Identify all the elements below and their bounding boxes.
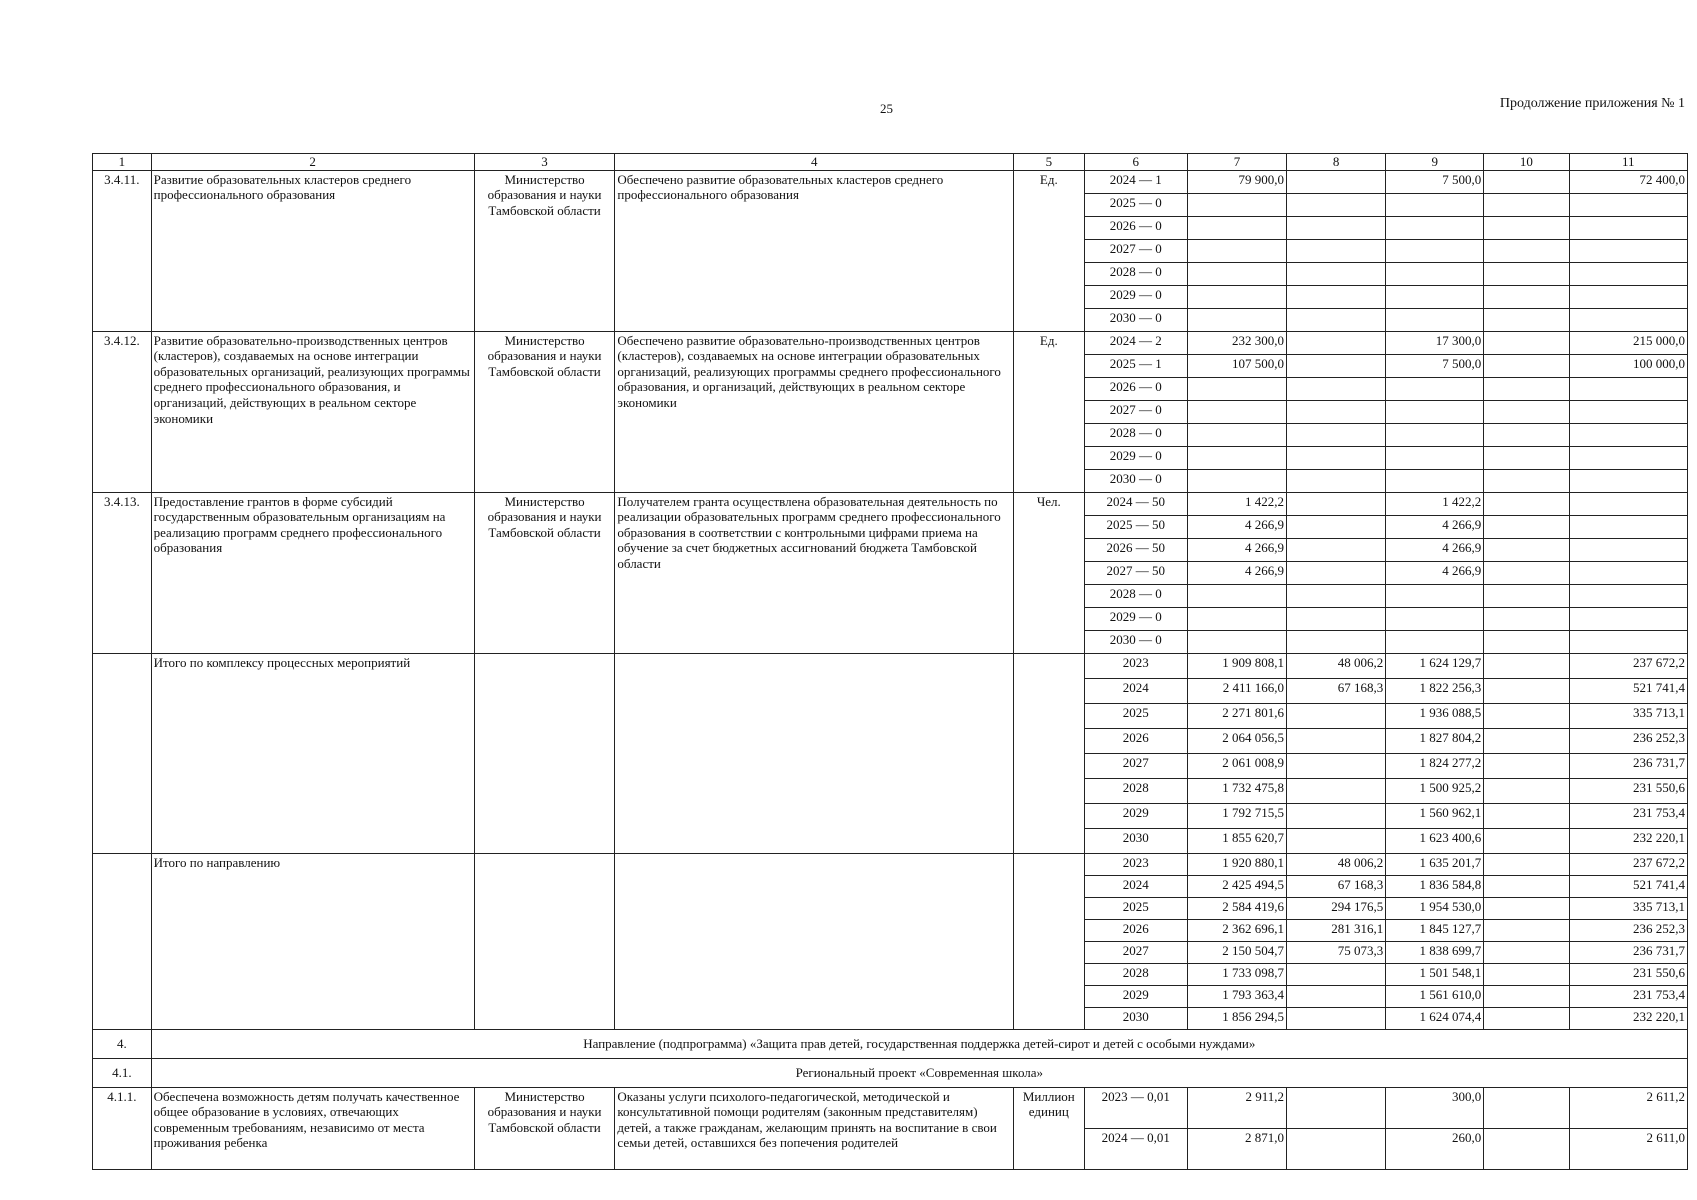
year-value: 2028 — 0 (1084, 423, 1187, 446)
municipal-value (1484, 630, 1569, 653)
extrabudget-value (1569, 607, 1687, 630)
federal-value (1287, 703, 1386, 728)
regional-value: 4 266,9 (1386, 561, 1484, 584)
municipal-value (1484, 561, 1569, 584)
federal-value (1287, 216, 1386, 239)
extrabudget-value (1569, 377, 1687, 400)
program-table (92, 153, 1688, 1170)
total-value: 107 500,0 (1187, 354, 1286, 377)
row-name: Обеспечена возможность детям получать качественное общее образование в условиях, отвечающих современным требованиям, независимо от места проживания ребенка (151, 1087, 474, 1169)
regional-value: 4 266,9 (1386, 515, 1484, 538)
extrabudget-value (1569, 400, 1687, 423)
row-number: 4.1.1. (93, 1087, 152, 1169)
section-row (93, 1029, 1688, 1058)
municipal-value (1484, 678, 1569, 703)
federal-value (1287, 285, 1386, 308)
year-value: 2026 (1084, 728, 1187, 753)
municipal-value (1484, 262, 1569, 285)
year-value: 2030 (1084, 1007, 1187, 1029)
federal-value (1287, 828, 1386, 853)
regional-value (1386, 446, 1484, 469)
extrabudget-value: 237 672,2 (1569, 653, 1687, 678)
extrabudget-value: 232 220,1 (1569, 828, 1687, 853)
extrabudget-value (1569, 262, 1687, 285)
year-value: 2028 — 0 (1084, 584, 1187, 607)
table-row (93, 853, 1688, 875)
municipal-value (1484, 1007, 1569, 1029)
municipal-value (1484, 170, 1569, 193)
section-title: Региональный проект «Современная школа» (151, 1058, 1687, 1087)
regional-value: 1 845 127,7 (1386, 919, 1484, 941)
row-unit: Чел. (1014, 492, 1084, 653)
regional-value (1386, 423, 1484, 446)
year-value: 2029 — 0 (1084, 607, 1187, 630)
federal-value (1287, 538, 1386, 561)
total-value (1187, 584, 1286, 607)
row-number: 3.4.13. (93, 492, 152, 653)
extrabudget-value: 232 220,1 (1569, 1007, 1687, 1029)
regional-value: 4 266,9 (1386, 538, 1484, 561)
row-number: 3.4.12. (93, 331, 152, 492)
municipal-value (1484, 778, 1569, 803)
extrabudget-value: 521 741,4 (1569, 875, 1687, 897)
municipal-value (1484, 331, 1569, 354)
total-value (1187, 630, 1286, 653)
regional-value: 1 624 129,7 (1386, 653, 1484, 678)
regional-value: 7 500,0 (1386, 354, 1484, 377)
table-row (93, 492, 1688, 515)
row-ministry (474, 653, 615, 853)
table-row (93, 170, 1688, 193)
federal-value (1287, 963, 1386, 985)
federal-value (1287, 469, 1386, 492)
regional-value: 300,0 (1386, 1087, 1484, 1128)
row-name: Развитие образовательных кластеров среднего профессионального образования (151, 170, 474, 331)
extrabudget-value: 231 753,4 (1569, 985, 1687, 1007)
row-number (93, 653, 152, 853)
municipal-value (1484, 753, 1569, 778)
extrabudget-value: 335 713,1 (1569, 703, 1687, 728)
federal-value: 294 176,5 (1287, 897, 1386, 919)
total-value: 2 871,0 (1187, 1128, 1286, 1169)
row-ministry (474, 853, 615, 1029)
extrabudget-value: 237 672,2 (1569, 853, 1687, 875)
extrabudget-value: 236 731,7 (1569, 941, 1687, 963)
extrabudget-value (1569, 561, 1687, 584)
total-value: 4 266,9 (1187, 515, 1286, 538)
regional-value: 1 836 584,8 (1386, 875, 1484, 897)
year-value: 2029 — 0 (1084, 285, 1187, 308)
extrabudget-value (1569, 630, 1687, 653)
total-value (1187, 400, 1286, 423)
regional-value (1386, 216, 1484, 239)
year-value: 2024 — 50 (1084, 492, 1187, 515)
row-result: Получателем гранта осуществлена образовательная деятельность по реализации образовательных программ среднего профессионального образования в соответствии с контрольными цифрами приема на обучение за счет бюджетных ассигнований бюджета Тамбовской области (615, 492, 1014, 653)
year-value: 2026 — 0 (1084, 216, 1187, 239)
municipal-value (1484, 193, 1569, 216)
federal-value (1287, 400, 1386, 423)
municipal-value (1484, 963, 1569, 985)
total-value: 1 733 098,7 (1187, 963, 1286, 985)
col-header: 6 (1084, 154, 1187, 171)
municipal-value (1484, 308, 1569, 331)
regional-value: 1 838 699,7 (1386, 941, 1484, 963)
municipal-value (1484, 538, 1569, 561)
regional-value (1386, 584, 1484, 607)
federal-value (1287, 492, 1386, 515)
section-number: 4. (93, 1029, 152, 1058)
extrabudget-value: 231 550,6 (1569, 963, 1687, 985)
extrabudget-value (1569, 492, 1687, 515)
total-value: 2 911,2 (1187, 1087, 1286, 1128)
extrabudget-value: 521 741,4 (1569, 678, 1687, 703)
year-value: 2025 — 0 (1084, 193, 1187, 216)
total-value: 2 425 494,5 (1187, 875, 1286, 897)
year-value: 2023 — 0,01 (1084, 1087, 1187, 1128)
year-value: 2028 (1084, 778, 1187, 803)
year-value: 2029 — 0 (1084, 446, 1187, 469)
total-value: 1 732 475,8 (1187, 778, 1286, 803)
year-value: 2025 — 50 (1084, 515, 1187, 538)
col-header: 9 (1386, 154, 1484, 171)
row-unit (1014, 853, 1084, 1029)
total-value: 2 271 801,6 (1187, 703, 1286, 728)
table-row (93, 653, 1688, 678)
row-result (615, 653, 1014, 853)
extrabudget-value: 72 400,0 (1569, 170, 1687, 193)
row-number: 3.4.11. (93, 170, 152, 331)
federal-value (1287, 170, 1386, 193)
row-result: Обеспечено развитие образовательно-производственных центров (кластеров), создаваемых на основе интеграции образовательных организаций, реализующих программы среднего профессионального образования, и организаций, действующих в реальном секторе экономики (615, 331, 1014, 492)
extrabudget-value: 236 731,7 (1569, 753, 1687, 778)
municipal-value (1484, 239, 1569, 262)
federal-value (1287, 1128, 1386, 1169)
extrabudget-value (1569, 515, 1687, 538)
municipal-value (1484, 941, 1569, 963)
extrabudget-value (1569, 423, 1687, 446)
regional-value (1386, 193, 1484, 216)
year-value: 2027 (1084, 753, 1187, 778)
total-value (1187, 377, 1286, 400)
extrabudget-value (1569, 193, 1687, 216)
regional-value: 17 300,0 (1386, 331, 1484, 354)
total-value: 1 909 808,1 (1187, 653, 1286, 678)
row-unit (1014, 653, 1084, 853)
regional-value: 1 500 925,2 (1386, 778, 1484, 803)
regional-value: 1 422,2 (1386, 492, 1484, 515)
total-value (1187, 423, 1286, 446)
extrabudget-value: 236 252,3 (1569, 919, 1687, 941)
total-value: 1 793 363,4 (1187, 985, 1286, 1007)
total-value: 1 422,2 (1187, 492, 1286, 515)
row-name: Итого по направлению (151, 853, 474, 1029)
year-value: 2027 — 0 (1084, 400, 1187, 423)
row-ministry: Министерство образования и науки Тамбовской области (474, 492, 615, 653)
total-value: 232 300,0 (1187, 331, 1286, 354)
municipal-value (1484, 354, 1569, 377)
regional-value (1386, 262, 1484, 285)
year-value: 2026 — 0 (1084, 377, 1187, 400)
extrabudget-value: 215 000,0 (1569, 331, 1687, 354)
year-value: 2026 (1084, 919, 1187, 941)
row-result: Обеспечено развитие образовательных кластеров среднего профессионального образования (615, 170, 1014, 331)
year-value: 2025 (1084, 703, 1187, 728)
federal-value (1287, 446, 1386, 469)
municipal-value (1484, 728, 1569, 753)
extrabudget-value: 335 713,1 (1569, 897, 1687, 919)
year-value: 2030 — 0 (1084, 630, 1187, 653)
municipal-value (1484, 919, 1569, 941)
extrabudget-value (1569, 446, 1687, 469)
total-value: 1 792 715,5 (1187, 803, 1286, 828)
regional-value: 1 501 548,1 (1386, 963, 1484, 985)
extrabudget-value (1569, 584, 1687, 607)
municipal-value (1484, 853, 1569, 875)
col-header: 10 (1484, 154, 1569, 171)
federal-value (1287, 239, 1386, 262)
regional-value (1386, 285, 1484, 308)
municipal-value (1484, 1128, 1569, 1169)
section-row (93, 1058, 1688, 1087)
municipal-value (1484, 492, 1569, 515)
regional-value: 1 635 201,7 (1386, 853, 1484, 875)
row-result: Оказаны услуги психолого-педагогической, методической и консультативной помощи родителям (законным представителям) детей, а также гражданам, желающим принять на воспитание в свои семьи детей, оставшихся без попечения родителей (615, 1087, 1014, 1169)
row-result (615, 853, 1014, 1029)
federal-value (1287, 753, 1386, 778)
col-header: 8 (1287, 154, 1386, 171)
total-value (1187, 239, 1286, 262)
total-value: 2 061 008,9 (1187, 753, 1286, 778)
total-value: 2 150 504,7 (1187, 941, 1286, 963)
extrabudget-value (1569, 285, 1687, 308)
regional-value: 1 954 530,0 (1386, 897, 1484, 919)
year-value: 2030 — 0 (1084, 469, 1187, 492)
col-header: 2 (151, 154, 474, 171)
federal-value (1287, 515, 1386, 538)
total-value: 4 266,9 (1187, 538, 1286, 561)
total-value: 4 266,9 (1187, 561, 1286, 584)
total-value: 2 411 166,0 (1187, 678, 1286, 703)
year-value: 2024 — 1 (1084, 170, 1187, 193)
extrabudget-value (1569, 239, 1687, 262)
total-value: 2 362 696,1 (1187, 919, 1286, 941)
municipal-value (1484, 703, 1569, 728)
total-value (1187, 262, 1286, 285)
section-number: 4.1. (93, 1058, 152, 1087)
municipal-value (1484, 897, 1569, 919)
page-number: 25 (880, 101, 893, 116)
row-name: Предоставление грантов в форме субсидий государственным образовательным организациям на реализацию программ среднего профессионального образования (151, 492, 474, 653)
extrabudget-value: 2 611,0 (1569, 1128, 1687, 1169)
year-value: 2023 (1084, 653, 1187, 678)
row-number (93, 853, 152, 1029)
municipal-value (1484, 607, 1569, 630)
municipal-value (1484, 653, 1569, 678)
municipal-value (1484, 584, 1569, 607)
year-value: 2026 — 50 (1084, 538, 1187, 561)
federal-value (1287, 778, 1386, 803)
federal-value (1287, 607, 1386, 630)
year-value: 2025 — 1 (1084, 354, 1187, 377)
year-value: 2027 — 50 (1084, 561, 1187, 584)
extrabudget-value (1569, 538, 1687, 561)
federal-value (1287, 423, 1386, 446)
col-header: 5 (1014, 154, 1084, 171)
municipal-value (1484, 216, 1569, 239)
year-value: 2024 (1084, 678, 1187, 703)
year-value: 2025 (1084, 897, 1187, 919)
municipal-value (1484, 469, 1569, 492)
extrabudget-value (1569, 216, 1687, 239)
total-value: 1 856 294,5 (1187, 1007, 1286, 1029)
row-ministry: Министерство образования и науки Тамбовской области (474, 331, 615, 492)
section-title: Направление (подпрограмма) «Защита прав детей, государственная поддержка детей-сирот и детей с особыми нуждами» (151, 1029, 1687, 1058)
regional-value (1386, 400, 1484, 423)
total-value (1187, 607, 1286, 630)
regional-value: 1 936 088,5 (1386, 703, 1484, 728)
row-unit: Ед. (1014, 331, 1084, 492)
extrabudget-value: 231 753,4 (1569, 803, 1687, 828)
municipal-value (1484, 985, 1569, 1007)
total-value (1187, 285, 1286, 308)
federal-value: 281 316,1 (1287, 919, 1386, 941)
federal-value (1287, 561, 1386, 584)
col-header: 7 (1187, 154, 1286, 171)
year-value: 2023 (1084, 853, 1187, 875)
total-value: 2 064 056,5 (1187, 728, 1286, 753)
federal-value: 67 168,3 (1287, 875, 1386, 897)
row-name: Итого по комплексу процессных мероприятий (151, 653, 474, 853)
municipal-value (1484, 828, 1569, 853)
header-row (93, 154, 1688, 171)
municipal-value (1484, 423, 1569, 446)
regional-value: 1 824 277,2 (1386, 753, 1484, 778)
regional-value: 260,0 (1386, 1128, 1484, 1169)
regional-value (1386, 239, 1484, 262)
row-ministry: Министерство образования и науки Тамбовской области (474, 170, 615, 331)
year-value: 2027 — 0 (1084, 239, 1187, 262)
municipal-value (1484, 400, 1569, 423)
regional-value: 1 822 256,3 (1386, 678, 1484, 703)
total-value: 79 900,0 (1187, 170, 1286, 193)
row-name: Развитие образовательно-производственных центров (кластеров), создаваемых на основе интеграции образовательных организаций, реализующих программы среднего профессионального образования, и организаций, действующих в реальном секторе экономики (151, 331, 474, 492)
federal-value (1287, 985, 1386, 1007)
year-value: 2028 — 0 (1084, 262, 1187, 285)
regional-value (1386, 308, 1484, 331)
extrabudget-value: 2 611,2 (1569, 1087, 1687, 1128)
federal-value: 48 006,2 (1287, 653, 1386, 678)
federal-value (1287, 1007, 1386, 1029)
year-value: 2030 (1084, 828, 1187, 853)
col-header: 3 (474, 154, 615, 171)
total-value (1187, 193, 1286, 216)
regional-value (1386, 630, 1484, 653)
total-value: 1 920 880,1 (1187, 853, 1286, 875)
regional-value: 1 624 074,4 (1386, 1007, 1484, 1029)
year-value: 2029 (1084, 803, 1187, 828)
federal-value: 48 006,2 (1287, 853, 1386, 875)
federal-value: 75 073,3 (1287, 941, 1386, 963)
federal-value (1287, 377, 1386, 400)
total-value: 1 855 620,7 (1187, 828, 1286, 853)
total-value (1187, 308, 1286, 331)
year-value: 2027 (1084, 941, 1187, 963)
table-row (93, 1087, 1688, 1128)
federal-value (1287, 354, 1386, 377)
federal-value (1287, 193, 1386, 216)
col-header: 1 (93, 154, 152, 171)
extrabudget-value (1569, 469, 1687, 492)
federal-value (1287, 803, 1386, 828)
regional-value (1386, 469, 1484, 492)
total-value (1187, 446, 1286, 469)
federal-value: 67 168,3 (1287, 678, 1386, 703)
row-ministry: Министерство образования и науки Тамбовской области (474, 1087, 615, 1169)
federal-value (1287, 728, 1386, 753)
regional-value: 1 560 962,1 (1386, 803, 1484, 828)
year-value: 2024 — 0,01 (1084, 1128, 1187, 1169)
extrabudget-value: 100 000,0 (1569, 354, 1687, 377)
municipal-value (1484, 515, 1569, 538)
regional-value (1386, 377, 1484, 400)
municipal-value (1484, 803, 1569, 828)
appendix-label: Продолжение приложения № 1 (1499, 96, 1685, 111)
federal-value (1287, 262, 1386, 285)
municipal-value (1484, 875, 1569, 897)
extrabudget-value: 231 550,6 (1569, 778, 1687, 803)
regional-value: 1 623 400,6 (1386, 828, 1484, 853)
total-value (1187, 469, 1286, 492)
municipal-value (1484, 1087, 1569, 1128)
row-unit: Миллион единиц (1014, 1087, 1084, 1169)
federal-value (1287, 630, 1386, 653)
year-value: 2024 (1084, 875, 1187, 897)
federal-value (1287, 584, 1386, 607)
col-header: 4 (615, 154, 1014, 171)
federal-value (1287, 1087, 1386, 1128)
regional-value (1386, 607, 1484, 630)
year-value: 2029 (1084, 985, 1187, 1007)
municipal-value (1484, 377, 1569, 400)
year-value: 2030 — 0 (1084, 308, 1187, 331)
municipal-value (1484, 446, 1569, 469)
extrabudget-value (1569, 308, 1687, 331)
federal-value (1287, 308, 1386, 331)
total-value: 2 584 419,6 (1187, 897, 1286, 919)
col-header: 11 (1569, 154, 1687, 171)
total-value (1187, 216, 1286, 239)
row-unit: Ед. (1014, 170, 1084, 331)
regional-value: 1 561 610,0 (1386, 985, 1484, 1007)
table-row (93, 331, 1688, 354)
extrabudget-value: 236 252,3 (1569, 728, 1687, 753)
regional-value: 7 500,0 (1386, 170, 1484, 193)
federal-value (1287, 331, 1386, 354)
year-value: 2028 (1084, 963, 1187, 985)
regional-value: 1 827 804,2 (1386, 728, 1484, 753)
year-value: 2024 — 2 (1084, 331, 1187, 354)
municipal-value (1484, 285, 1569, 308)
